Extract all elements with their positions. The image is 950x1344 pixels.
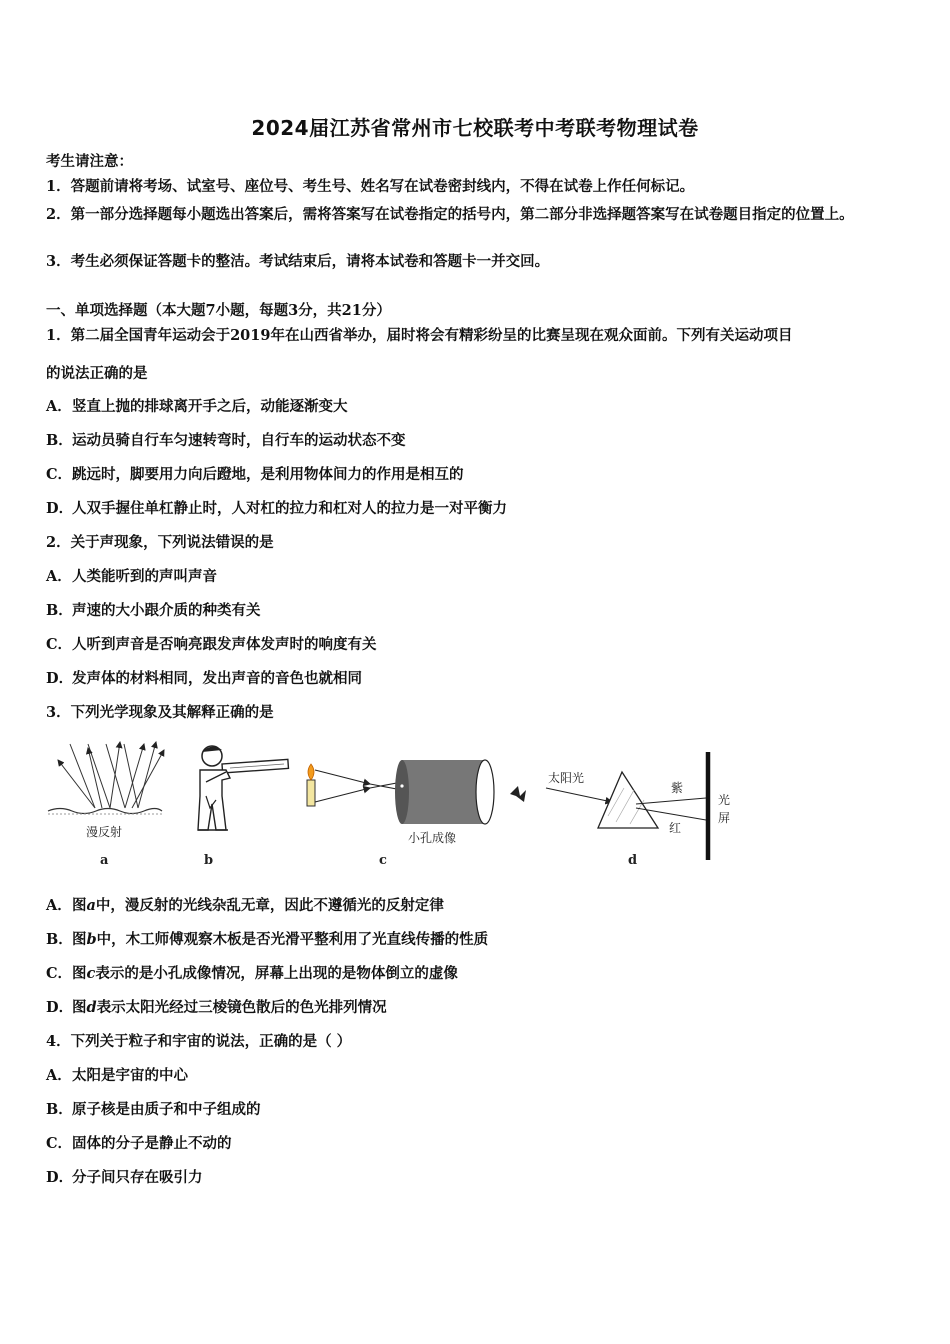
option-text: 太阳是宇宙的中心: [72, 1067, 188, 1084]
option-prefix: 图: [72, 897, 87, 914]
option-text: 分子间只存在吸引力: [72, 1169, 203, 1186]
question-stem: 2．关于声现象，下列说法错误的是: [46, 534, 274, 551]
figure-variable: d: [86, 999, 97, 1016]
notice-item: 2．第一部分选择题每小题选出答案后，需将答案写在试卷指定的括号内，第二部分非选择题答案写在试卷题目指定的位置上。: [46, 206, 854, 223]
option-b[interactable]: [46, 1100, 261, 1120]
figure-d-label: d: [628, 853, 638, 868]
figure-d-violet-label: 紫: [671, 781, 684, 795]
optics-diagram: [40, 738, 760, 873]
option-letter: B．: [46, 931, 73, 948]
option-b[interactable]: [46, 930, 488, 950]
figure-variable: a: [86, 897, 96, 914]
figure-variable: c: [86, 965, 96, 982]
option-text: 人听到声音是否响亮跟发声体发声时的响度有关: [72, 636, 377, 653]
option-text: 原子核是由质子和中子组成的: [72, 1101, 261, 1118]
question-stem: 3．下列光学现象及其解释正确的是: [46, 704, 274, 721]
option-text: 发声体的材料相同，发出声音的音色也就相同: [72, 670, 362, 687]
option-text: 跳远时，脚要用力向后蹬地，是利用物体间力的作用是相互的: [72, 466, 464, 483]
figure-c-caption: 小孔成像: [408, 831, 457, 845]
option-a[interactable]: [46, 567, 217, 587]
figure-d-red-label: 红: [669, 821, 682, 835]
option-text: 表示的是小孔成像情况，屏幕上出现的是物体倒立的虚像: [95, 965, 458, 982]
notice-heading: 考生请注意：: [46, 153, 133, 170]
figure-variable: b: [86, 931, 97, 948]
figure-a-caption: 漫反射: [86, 825, 123, 839]
section-heading: 一、单项选择题（本大题7小题，每题3分，共21分）: [46, 302, 391, 319]
option-text: 竖直上抛的排球离开手之后，动能逐渐变大: [72, 398, 348, 415]
option-letter: B．: [46, 432, 73, 449]
optics-figure: [40, 738, 760, 873]
option-d[interactable]: [46, 998, 387, 1018]
figure-c-pinhole: [307, 760, 526, 868]
option-letter: C．: [46, 965, 73, 982]
figure-a-label: a: [100, 853, 109, 868]
question-stem: 的说法正确的是: [46, 365, 148, 382]
option-c[interactable]: [46, 1134, 232, 1154]
option-text: 声速的大小跟介质的种类有关: [72, 602, 261, 619]
option-letter: D．: [46, 999, 74, 1016]
option-text: 人类能听到的声叫声音: [72, 568, 217, 585]
option-letter: D．: [46, 1169, 74, 1186]
option-text: 表示太阳光经过三棱镜色散后的色光排列情况: [96, 999, 387, 1016]
option-prefix: 图: [72, 965, 87, 982]
option-a[interactable]: [46, 896, 444, 916]
option-letter: D．: [46, 670, 74, 687]
option-letter: A．: [46, 568, 72, 585]
figure-a-diffuse-reflection: [48, 742, 164, 868]
option-d[interactable]: [46, 499, 507, 519]
option-letter: B．: [46, 602, 73, 619]
option-letter: B．: [46, 1101, 73, 1118]
option-text: 中，木工师傅观察木板是否光滑平整利用了光直线传播的性质: [96, 931, 489, 948]
figure-d-screen-label: 屏: [718, 811, 731, 825]
figure-d-sunlight-label: 太阳光: [548, 771, 585, 785]
option-text: 固体的分子是静止不动的: [72, 1135, 232, 1152]
option-c[interactable]: [46, 964, 458, 984]
option-prefix: 图: [72, 931, 87, 948]
option-c[interactable]: [46, 635, 377, 655]
option-letter: D．: [46, 500, 74, 517]
option-letter: C．: [46, 1135, 73, 1152]
option-letter: A．: [46, 398, 72, 415]
option-d[interactable]: [46, 669, 362, 689]
option-a[interactable]: [46, 397, 348, 417]
option-b[interactable]: [46, 431, 406, 451]
page-title: 2024届江苏省常州市七校联考中考联考物理试卷: [251, 116, 699, 140]
figure-d-screen-label: 光: [718, 793, 731, 807]
option-a[interactable]: [46, 1066, 188, 1086]
option-text: 人双手握住单杠静止时，人对杠的拉力和杠对人的拉力是一对平衡力: [72, 500, 507, 517]
option-c[interactable]: [46, 465, 464, 485]
option-letter: A．: [46, 1067, 72, 1084]
notice-item: 3．考生必须保证答题卡的整洁。考试结束后，请将本试卷和答题卡一并交回。: [46, 253, 550, 270]
option-letter: A．: [46, 897, 72, 914]
question-stem: 4．下列关于粒子和宇宙的说法，正确的是（ ）: [46, 1033, 352, 1050]
option-text: 中，漫反射的光线杂乱无章，因此不遵循光的反射定律: [95, 897, 444, 914]
option-b[interactable]: [46, 601, 261, 621]
figure-d-prism: [546, 752, 730, 868]
figure-c-label: c: [379, 853, 387, 868]
option-prefix: 图: [72, 999, 87, 1016]
option-letter: C．: [46, 636, 73, 653]
option-d[interactable]: [46, 1168, 203, 1188]
figure-b-carpenter: [198, 746, 288, 868]
option-letter: C．: [46, 466, 73, 483]
figure-b-label: b: [204, 853, 214, 868]
question-stem: 1．第二届全国青年运动会于2019年在山西省举办，届时将会有精彩纷呈的比赛呈现在观众面前。下列有关运动项目: [46, 327, 793, 344]
notice-item: 1．答题前请将考场、试室号、座位号、考生号、姓名写在试卷密封线内，不得在试卷上作任何标记。: [46, 178, 695, 195]
option-text: 运动员骑自行车匀速转弯时，自行车的运动状态不变: [72, 432, 406, 449]
